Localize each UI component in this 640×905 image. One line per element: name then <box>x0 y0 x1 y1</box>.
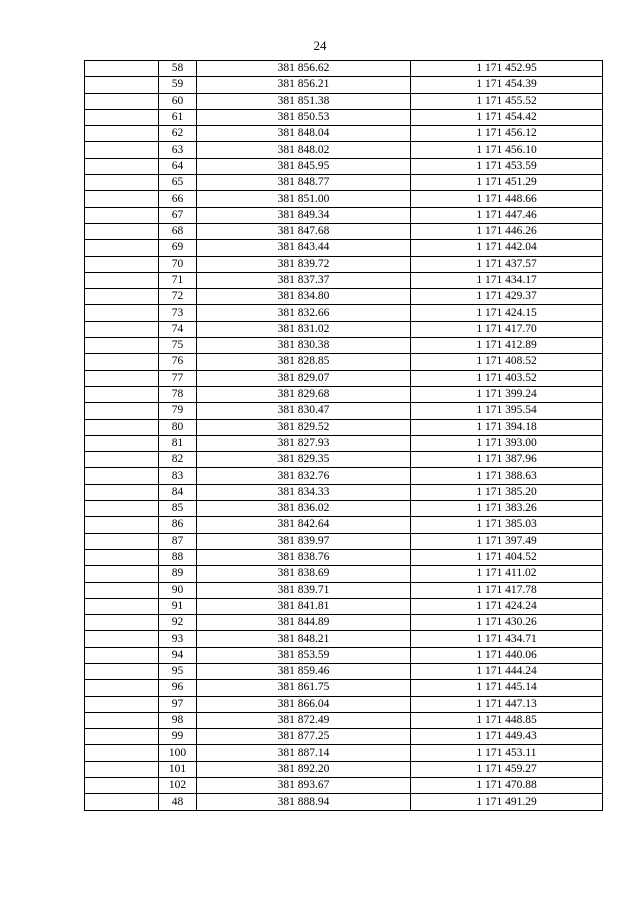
x-coordinate-cell: 381 841.81 <box>197 598 411 614</box>
x-coordinate-cell: 381 851.38 <box>197 93 411 109</box>
y-coordinate-cell: 1 171 447.13 <box>411 696 603 712</box>
y-coordinate-cell: 1 171 434.17 <box>411 272 603 288</box>
coordinates-table-body <box>85 61 603 811</box>
x-coordinate-cell: 381 844.89 <box>197 615 411 631</box>
blank-cell <box>85 126 159 142</box>
y-coordinate-cell: 1 171 397.49 <box>411 533 603 549</box>
y-coordinate-cell: 1 171 387.96 <box>411 452 603 468</box>
x-coordinate-cell: 381 887.14 <box>197 745 411 761</box>
table-row <box>85 191 603 207</box>
table-row <box>85 207 603 223</box>
blank-cell <box>85 598 159 614</box>
point-number-cell: 102 <box>159 778 197 794</box>
y-coordinate-cell: 1 171 453.11 <box>411 745 603 761</box>
y-coordinate-cell: 1 171 385.20 <box>411 484 603 500</box>
table-row <box>85 566 603 582</box>
y-coordinate-cell: 1 171 403.52 <box>411 370 603 386</box>
y-coordinate-cell: 1 171 417.70 <box>411 321 603 337</box>
y-coordinate-cell: 1 171 393.00 <box>411 435 603 451</box>
blank-cell <box>85 745 159 761</box>
point-number-cell: 98 <box>159 712 197 728</box>
x-coordinate-cell: 381 843.44 <box>197 240 411 256</box>
blank-cell <box>85 631 159 647</box>
point-number-cell: 60 <box>159 93 197 109</box>
x-coordinate-cell: 381 856.62 <box>197 61 411 77</box>
x-coordinate-cell: 381 836.02 <box>197 501 411 517</box>
x-coordinate-cell: 381 853.59 <box>197 647 411 663</box>
x-coordinate-cell: 381 848.02 <box>197 142 411 158</box>
blank-cell <box>85 109 159 125</box>
blank-cell <box>85 370 159 386</box>
point-number-cell: 74 <box>159 321 197 337</box>
table-row <box>85 126 603 142</box>
x-coordinate-cell: 381 834.80 <box>197 289 411 305</box>
x-coordinate-cell: 381 888.94 <box>197 794 411 810</box>
table-row <box>85 729 603 745</box>
point-number-cell: 89 <box>159 566 197 582</box>
x-coordinate-cell: 381 848.21 <box>197 631 411 647</box>
table-row <box>85 370 603 386</box>
y-coordinate-cell: 1 171 417.78 <box>411 582 603 598</box>
table-row <box>85 663 603 679</box>
y-coordinate-cell: 1 171 429.37 <box>411 289 603 305</box>
point-number-cell: 94 <box>159 647 197 663</box>
y-coordinate-cell: 1 171 445.14 <box>411 680 603 696</box>
table-row <box>85 272 603 288</box>
y-coordinate-cell: 1 171 452.95 <box>411 61 603 77</box>
y-coordinate-cell: 1 171 455.52 <box>411 93 603 109</box>
point-number-cell: 82 <box>159 452 197 468</box>
point-number-cell: 101 <box>159 761 197 777</box>
blank-cell <box>85 778 159 794</box>
blank-cell <box>85 207 159 223</box>
x-coordinate-cell: 381 827.93 <box>197 435 411 451</box>
x-coordinate-cell: 381 856.21 <box>197 77 411 93</box>
point-number-cell: 68 <box>159 223 197 239</box>
y-coordinate-cell: 1 171 404.52 <box>411 549 603 565</box>
x-coordinate-cell: 381 839.72 <box>197 256 411 272</box>
x-coordinate-cell: 381 831.02 <box>197 321 411 337</box>
page-number: 24 <box>313 38 327 53</box>
table-row <box>85 403 603 419</box>
table-row <box>85 647 603 663</box>
y-coordinate-cell: 1 171 411.02 <box>411 566 603 582</box>
point-number-cell: 99 <box>159 729 197 745</box>
x-coordinate-cell: 381 839.71 <box>197 582 411 598</box>
y-coordinate-cell: 1 171 440.06 <box>411 647 603 663</box>
point-number-cell: 86 <box>159 517 197 533</box>
x-coordinate-cell: 381 892.20 <box>197 761 411 777</box>
blank-cell <box>85 501 159 517</box>
x-coordinate-cell: 381 850.53 <box>197 109 411 125</box>
point-number-cell: 91 <box>159 598 197 614</box>
x-coordinate-cell: 381 893.67 <box>197 778 411 794</box>
blank-cell <box>85 289 159 305</box>
y-coordinate-cell: 1 171 424.24 <box>411 598 603 614</box>
point-number-cell: 92 <box>159 615 197 631</box>
x-coordinate-cell: 381 849.34 <box>197 207 411 223</box>
y-coordinate-cell: 1 171 442.04 <box>411 240 603 256</box>
point-number-cell: 84 <box>159 484 197 500</box>
table-row <box>85 745 603 761</box>
blank-cell <box>85 517 159 533</box>
blank-cell <box>85 566 159 582</box>
x-coordinate-cell: 381 832.66 <box>197 305 411 321</box>
y-coordinate-cell: 1 171 394.18 <box>411 419 603 435</box>
blank-cell <box>85 533 159 549</box>
point-number-cell: 61 <box>159 109 197 125</box>
point-number-cell: 65 <box>159 175 197 191</box>
table-row <box>85 696 603 712</box>
point-number-cell: 77 <box>159 370 197 386</box>
table-row <box>85 175 603 191</box>
table-row <box>85 93 603 109</box>
y-coordinate-cell: 1 171 454.39 <box>411 77 603 93</box>
blank-cell <box>85 175 159 191</box>
blank-cell <box>85 305 159 321</box>
blank-cell <box>85 240 159 256</box>
point-number-cell: 90 <box>159 582 197 598</box>
table-row <box>85 142 603 158</box>
blank-cell <box>85 582 159 598</box>
x-coordinate-cell: 381 848.04 <box>197 126 411 142</box>
blank-cell <box>85 761 159 777</box>
x-coordinate-cell: 381 838.76 <box>197 549 411 565</box>
blank-cell <box>85 77 159 93</box>
blank-cell <box>85 191 159 207</box>
table-row <box>85 435 603 451</box>
blank-cell <box>85 549 159 565</box>
table-row <box>85 321 603 337</box>
blank-cell <box>85 338 159 354</box>
x-coordinate-cell: 381 842.64 <box>197 517 411 533</box>
y-coordinate-cell: 1 171 408.52 <box>411 354 603 370</box>
blank-cell <box>85 680 159 696</box>
table-row <box>85 533 603 549</box>
point-number-cell: 70 <box>159 256 197 272</box>
table-row <box>85 256 603 272</box>
point-number-cell: 85 <box>159 501 197 517</box>
table-row <box>85 452 603 468</box>
point-number-cell: 83 <box>159 468 197 484</box>
y-coordinate-cell: 1 171 456.12 <box>411 126 603 142</box>
x-coordinate-cell: 381 839.97 <box>197 533 411 549</box>
x-coordinate-cell: 381 829.68 <box>197 386 411 402</box>
blank-cell <box>85 321 159 337</box>
y-coordinate-cell: 1 171 454.42 <box>411 109 603 125</box>
x-coordinate-cell: 381 828.85 <box>197 354 411 370</box>
x-coordinate-cell: 381 832.76 <box>197 468 411 484</box>
blank-cell <box>85 663 159 679</box>
table-row <box>85 386 603 402</box>
y-coordinate-cell: 1 171 448.85 <box>411 712 603 728</box>
y-coordinate-cell: 1 171 453.59 <box>411 158 603 174</box>
point-number-cell: 100 <box>159 745 197 761</box>
point-number-cell: 96 <box>159 680 197 696</box>
x-coordinate-cell: 381 838.69 <box>197 566 411 582</box>
x-coordinate-cell: 381 829.07 <box>197 370 411 386</box>
y-coordinate-cell: 1 171 446.26 <box>411 223 603 239</box>
x-coordinate-cell: 381 829.52 <box>197 419 411 435</box>
y-coordinate-cell: 1 171 424.15 <box>411 305 603 321</box>
x-coordinate-cell: 381 866.04 <box>197 696 411 712</box>
point-number-cell: 48 <box>159 794 197 810</box>
point-number-cell: 88 <box>159 549 197 565</box>
table-row <box>85 338 603 354</box>
blank-cell <box>85 468 159 484</box>
point-number-cell: 81 <box>159 435 197 451</box>
blank-cell <box>85 61 159 77</box>
point-number-cell: 93 <box>159 631 197 647</box>
point-number-cell: 80 <box>159 419 197 435</box>
y-coordinate-cell: 1 171 412.89 <box>411 338 603 354</box>
point-number-cell: 87 <box>159 533 197 549</box>
point-number-cell: 72 <box>159 289 197 305</box>
blank-cell <box>85 729 159 745</box>
y-coordinate-cell: 1 171 459.27 <box>411 761 603 777</box>
x-coordinate-cell: 381 847.68 <box>197 223 411 239</box>
point-number-cell: 73 <box>159 305 197 321</box>
table-row <box>85 517 603 533</box>
table-row <box>85 419 603 435</box>
table-row <box>85 468 603 484</box>
x-coordinate-cell: 381 830.47 <box>197 403 411 419</box>
y-coordinate-cell: 1 171 399.24 <box>411 386 603 402</box>
blank-cell <box>85 158 159 174</box>
y-coordinate-cell: 1 171 470.88 <box>411 778 603 794</box>
point-number-cell: 63 <box>159 142 197 158</box>
blank-cell <box>85 223 159 239</box>
blank-cell <box>85 647 159 663</box>
table-row <box>85 712 603 728</box>
table-row <box>85 223 603 239</box>
blank-cell <box>85 435 159 451</box>
point-number-cell: 79 <box>159 403 197 419</box>
x-coordinate-cell: 381 851.00 <box>197 191 411 207</box>
point-number-cell: 78 <box>159 386 197 402</box>
blank-cell <box>85 256 159 272</box>
y-coordinate-cell: 1 171 383.26 <box>411 501 603 517</box>
x-coordinate-cell: 381 834.33 <box>197 484 411 500</box>
y-coordinate-cell: 1 171 456.10 <box>411 142 603 158</box>
table-row <box>85 598 603 614</box>
point-number-cell: 71 <box>159 272 197 288</box>
blank-cell <box>85 419 159 435</box>
x-coordinate-cell: 381 829.35 <box>197 452 411 468</box>
y-coordinate-cell: 1 171 449.43 <box>411 729 603 745</box>
table-row <box>85 289 603 305</box>
y-coordinate-cell: 1 171 491.29 <box>411 794 603 810</box>
y-coordinate-cell: 1 171 447.46 <box>411 207 603 223</box>
table-row <box>85 305 603 321</box>
table-row <box>85 240 603 256</box>
point-number-cell: 62 <box>159 126 197 142</box>
table-row <box>85 484 603 500</box>
x-coordinate-cell: 381 848.77 <box>197 175 411 191</box>
table-row <box>85 549 603 565</box>
x-coordinate-cell: 381 872.49 <box>197 712 411 728</box>
x-coordinate-cell: 381 845.95 <box>197 158 411 174</box>
blank-cell <box>85 484 159 500</box>
point-number-cell: 97 <box>159 696 197 712</box>
x-coordinate-cell: 381 877.25 <box>197 729 411 745</box>
point-number-cell: 67 <box>159 207 197 223</box>
blank-cell <box>85 615 159 631</box>
point-number-cell: 95 <box>159 663 197 679</box>
x-coordinate-cell: 381 859.46 <box>197 663 411 679</box>
table-row <box>85 61 603 77</box>
blank-cell <box>85 452 159 468</box>
table-row <box>85 680 603 696</box>
y-coordinate-cell: 1 171 434.71 <box>411 631 603 647</box>
x-coordinate-cell: 381 830.38 <box>197 338 411 354</box>
table-row <box>85 631 603 647</box>
y-coordinate-cell: 1 171 385.03 <box>411 517 603 533</box>
point-number-cell: 76 <box>159 354 197 370</box>
point-number-cell: 59 <box>159 77 197 93</box>
blank-cell <box>85 272 159 288</box>
point-number-cell: 66 <box>159 191 197 207</box>
table-row <box>85 354 603 370</box>
point-number-cell: 75 <box>159 338 197 354</box>
blank-cell <box>85 712 159 728</box>
coordinates-table <box>84 60 603 811</box>
blank-cell <box>85 142 159 158</box>
y-coordinate-cell: 1 171 437.57 <box>411 256 603 272</box>
y-coordinate-cell: 1 171 448.66 <box>411 191 603 207</box>
blank-cell <box>85 696 159 712</box>
table-row <box>85 761 603 777</box>
blank-cell <box>85 354 159 370</box>
x-coordinate-cell: 381 861.75 <box>197 680 411 696</box>
table-row <box>85 794 603 810</box>
table-row <box>85 77 603 93</box>
table-row <box>85 158 603 174</box>
point-number-cell: 64 <box>159 158 197 174</box>
table-row <box>85 778 603 794</box>
table-row <box>85 501 603 517</box>
y-coordinate-cell: 1 171 395.54 <box>411 403 603 419</box>
blank-cell <box>85 386 159 402</box>
y-coordinate-cell: 1 171 451.29 <box>411 175 603 191</box>
table-row <box>85 615 603 631</box>
table-row <box>85 109 603 125</box>
point-number-cell: 58 <box>159 61 197 77</box>
y-coordinate-cell: 1 171 388.63 <box>411 468 603 484</box>
table-row <box>85 582 603 598</box>
point-number-cell: 69 <box>159 240 197 256</box>
blank-cell <box>85 794 159 810</box>
x-coordinate-cell: 381 837.37 <box>197 272 411 288</box>
blank-cell <box>85 403 159 419</box>
y-coordinate-cell: 1 171 430.26 <box>411 615 603 631</box>
y-coordinate-cell: 1 171 444.24 <box>411 663 603 679</box>
blank-cell <box>85 93 159 109</box>
